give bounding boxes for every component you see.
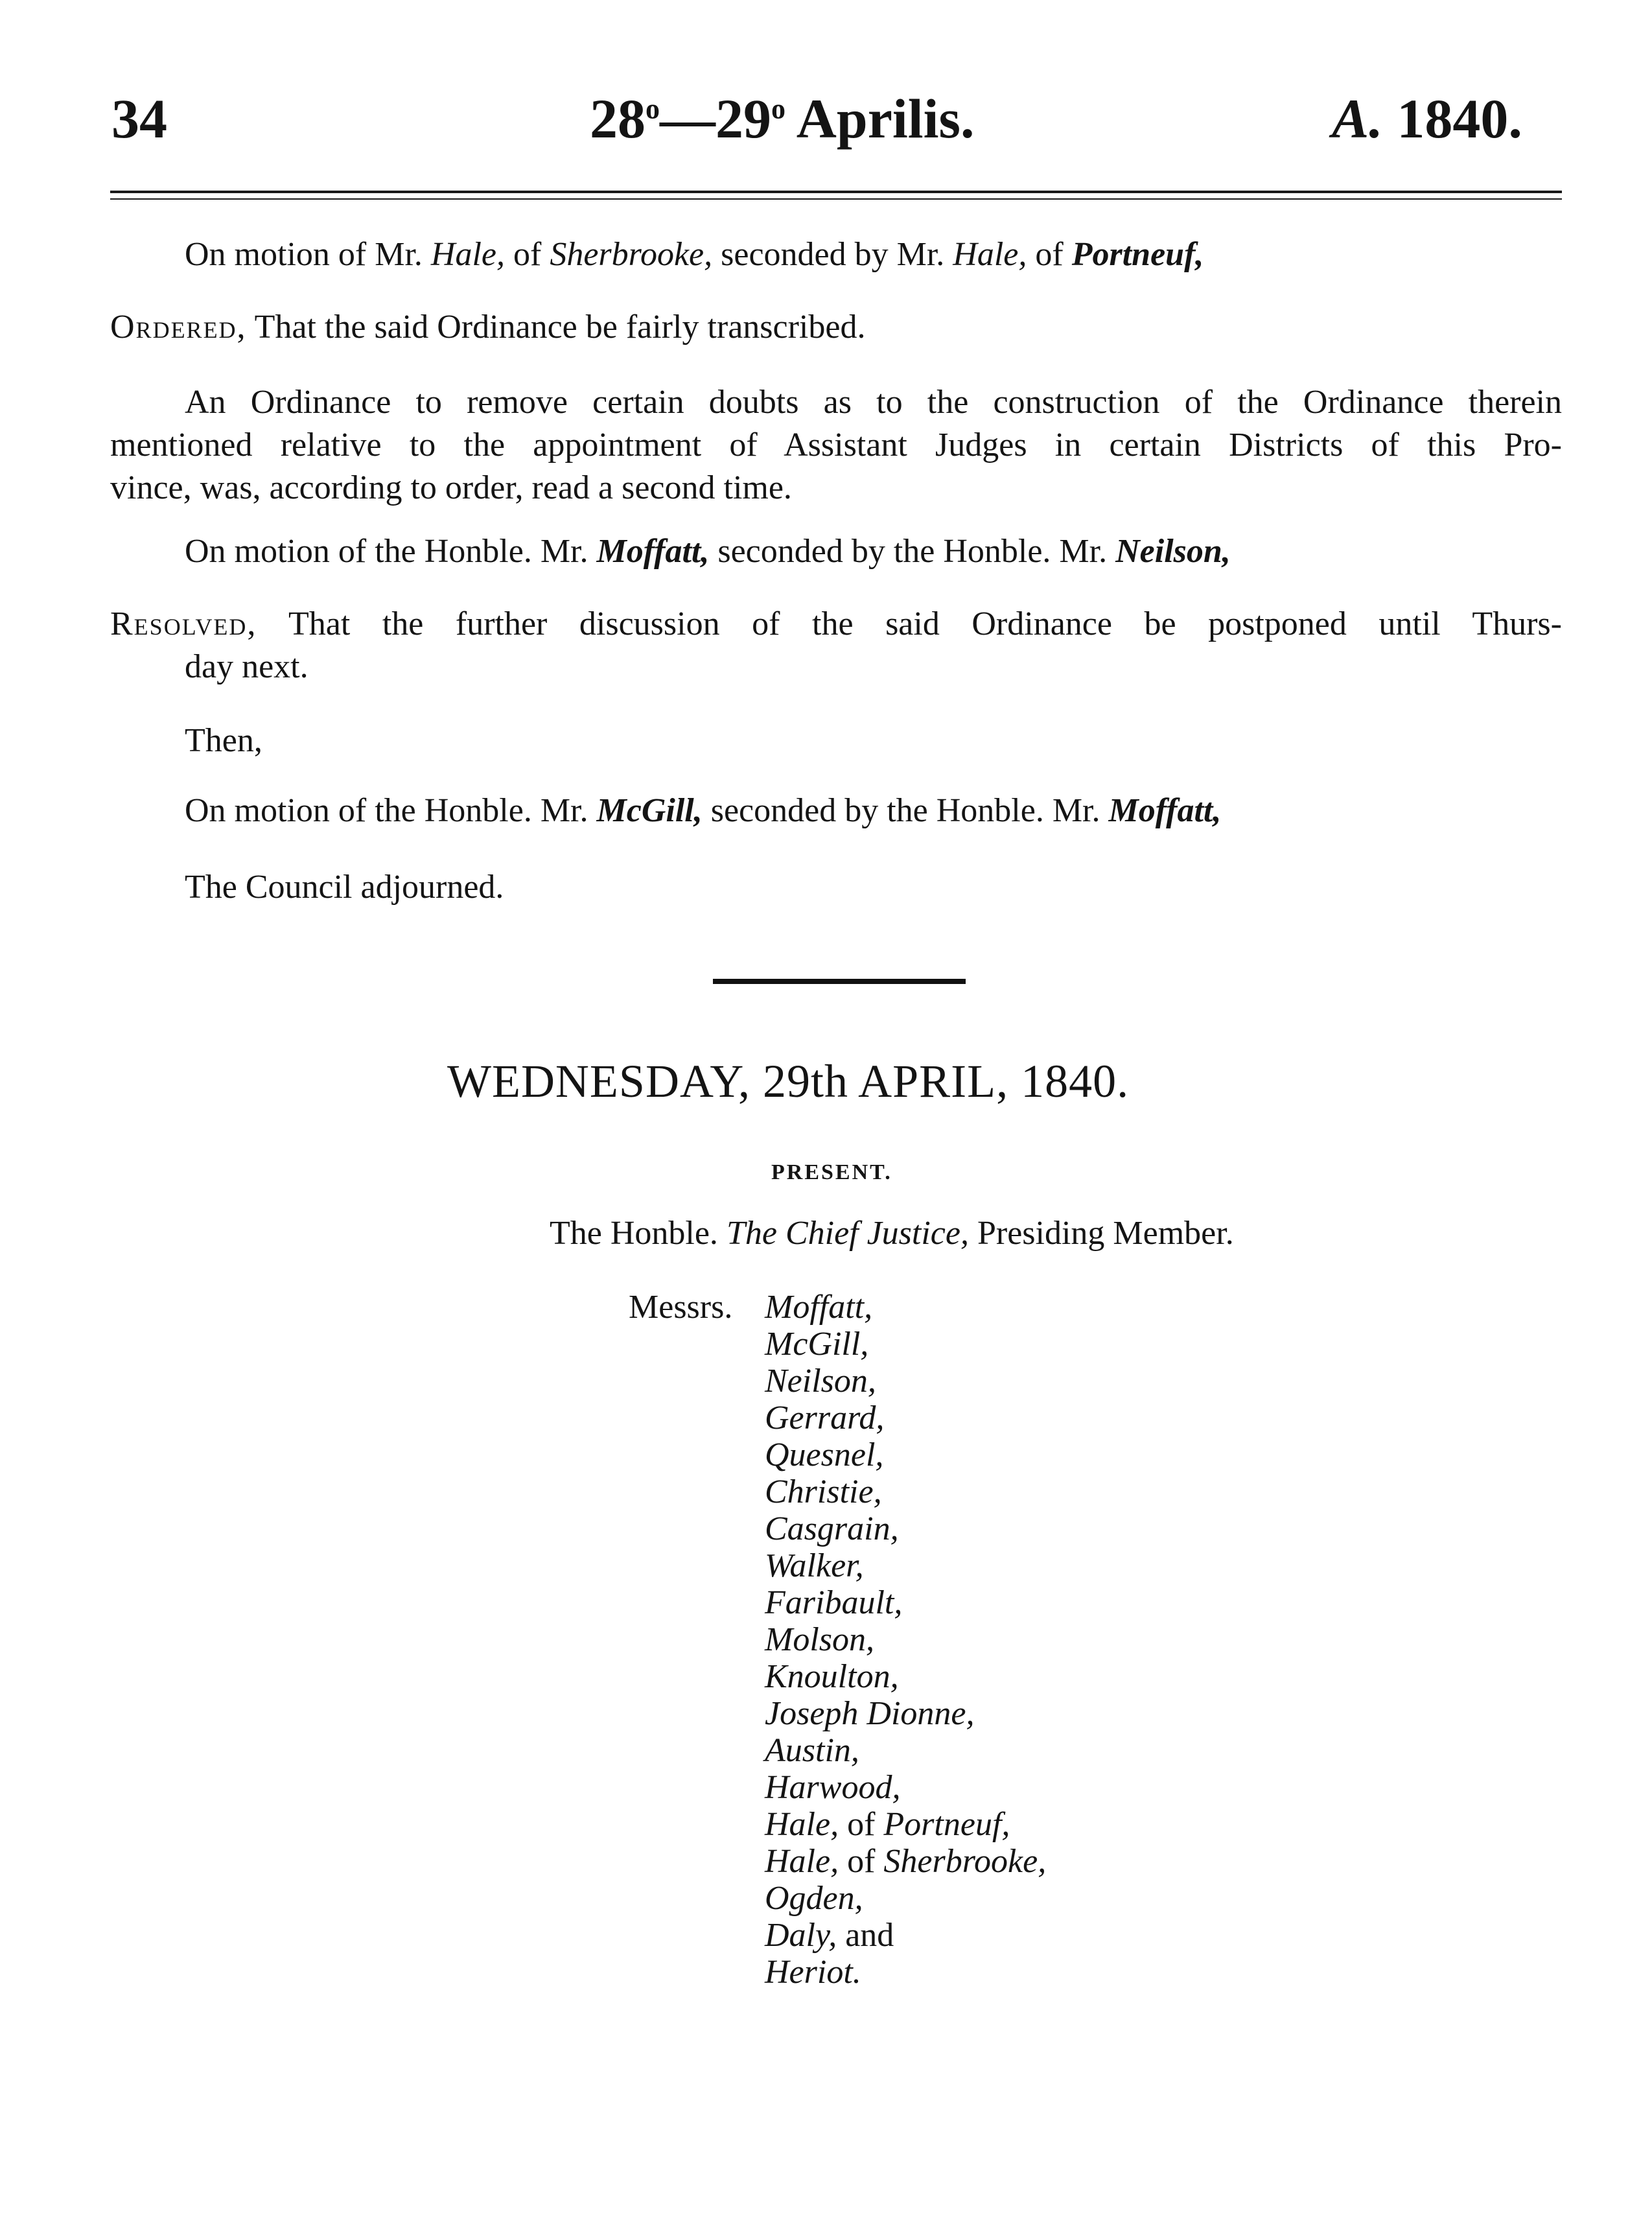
then-line: Then, — [185, 722, 262, 759]
year: 1840. — [1397, 88, 1522, 150]
member-name: Molson, — [765, 1621, 874, 1658]
resolved-text: day next. — [185, 648, 308, 685]
member-name: Neilson, — [765, 1363, 876, 1400]
running-title-month: Aprilis. — [785, 88, 975, 150]
member-list-item — [765, 1954, 1046, 1991]
member-suffix: of — [839, 1843, 884, 1880]
running-title-ordinal-1: o — [646, 93, 660, 125]
member-name: Joseph Dionne, — [765, 1695, 975, 1732]
member-name: Casgrain, — [765, 1510, 899, 1547]
member-name: Christie, — [765, 1473, 882, 1510]
presiding-text: The Honble. — [550, 1215, 727, 1252]
member-name: Quesnel, — [765, 1436, 884, 1473]
member-name: Hale, — [765, 1843, 839, 1880]
member-list-item — [765, 1769, 1046, 1806]
presiding-name: The Chief Justice, — [726, 1215, 969, 1252]
member-place: Sherbrooke, — [883, 1843, 1047, 1880]
date-heading: WEDNESDAY, 29th APRIL, 1840. — [447, 1055, 1130, 1107]
motion-paragraph-3 — [185, 790, 1221, 832]
member-list-item — [765, 1547, 1046, 1584]
member-name: McGill, — [765, 1326, 869, 1363]
place-name: Sherbrooke, — [550, 236, 713, 273]
presiding-text: Presiding Member. — [968, 1215, 1234, 1252]
member-list-item — [765, 1621, 1046, 1658]
member-list-item — [765, 1917, 1046, 1954]
member-name: Faribault, — [765, 1584, 903, 1621]
member-suffix: and — [837, 1917, 894, 1954]
member-name: Ogden, — [765, 1880, 863, 1917]
resolved-paragraph — [110, 603, 1562, 688]
motion-text: On motion of the Honble. Mr. — [185, 792, 597, 829]
messrs-label: Messrs. — [629, 1289, 733, 1326]
anno-mark: A. — [1332, 88, 1383, 150]
member-suffix: of — [839, 1806, 884, 1843]
motion-text: seconded by Mr. — [712, 236, 953, 273]
member-name: Moffatt, — [596, 533, 710, 570]
member-name: McGill, — [596, 792, 703, 829]
member-name: Heriot. — [765, 1954, 861, 1991]
member-name: Knoulton, — [765, 1658, 899, 1695]
member-list-item — [765, 1436, 1046, 1473]
running-title — [590, 88, 975, 150]
motion-text: of — [505, 236, 550, 273]
running-title-ordinal-2: o — [771, 93, 785, 125]
member-name: Walker, — [765, 1547, 864, 1584]
ordinance-line: An Ordinance to remove certain doubts as to the construction of the Ordinance therein — [185, 384, 1562, 421]
ordered-paragraph — [110, 306, 865, 349]
resolved-label: Resolved, — [110, 605, 257, 642]
member-list-item — [765, 1326, 1046, 1363]
resolved-line — [110, 603, 1562, 646]
member-list-item — [765, 1658, 1046, 1695]
running-title-end-date: 29 — [715, 88, 771, 150]
member-list-item — [765, 1880, 1046, 1917]
motion-text: On motion of Mr. — [185, 236, 431, 273]
resolved-text: That the further discussion of the said Ordinance be postponed until Thurs- — [257, 605, 1562, 642]
member-place: Portneuf, — [883, 1806, 1010, 1843]
member-name: Hale, — [765, 1806, 839, 1843]
place-name: Portneuf, — [1071, 236, 1204, 273]
member-list-item — [765, 1363, 1046, 1400]
motion-text: On motion of the Honble. Mr. — [185, 533, 597, 570]
present-label: PRESENT. — [771, 1160, 892, 1184]
motion-text: seconded by the Honble. Mr. — [702, 792, 1109, 829]
member-list-item — [765, 1510, 1046, 1547]
ordinance-line: mentioned relative to the appointment of Assistant Judges in certain Districts of this Pro- — [110, 427, 1562, 463]
member-name: Harwood, — [765, 1769, 901, 1806]
motion-paragraph-2 — [185, 530, 1231, 573]
member-name: Hale, — [953, 236, 1027, 273]
ordered-label: Ordered, — [110, 309, 247, 346]
member-list-item — [765, 1843, 1046, 1880]
ordinance-line: vince, was, according to order, read a second time. — [110, 469, 792, 506]
running-year — [1332, 88, 1522, 150]
member-name: Austin, — [765, 1732, 859, 1769]
members-list — [765, 1289, 1046, 1991]
section-separator — [713, 979, 966, 984]
member-list-item — [765, 1732, 1046, 1769]
member-list-item — [765, 1584, 1046, 1621]
running-title-start-date: 28 — [590, 88, 646, 150]
member-list-item — [765, 1400, 1046, 1436]
member-list-item — [765, 1473, 1046, 1510]
page-number: 34 — [111, 88, 167, 150]
ordered-text: That the said Ordinance be fairly transcribed. — [246, 309, 866, 346]
motion-text: of — [1027, 236, 1072, 273]
header-rule-bottom — [110, 198, 1562, 200]
member-name: Moffatt, — [765, 1289, 873, 1326]
motion-paragraph-1 — [185, 233, 1204, 276]
header-rule-top — [110, 191, 1562, 193]
member-name: Moffatt, — [1108, 792, 1222, 829]
member-list-item — [765, 1806, 1046, 1843]
running-title-dash: — — [660, 88, 715, 150]
member-list-item — [765, 1289, 1046, 1326]
motion-text: seconded by the Honble. Mr. — [709, 533, 1116, 570]
ordinance-paragraph — [110, 381, 1562, 509]
adjourned-line: The Council adjourned. — [185, 869, 504, 906]
member-name: Gerrard, — [765, 1400, 885, 1436]
presiding-line — [550, 1212, 1234, 1255]
member-list-item — [765, 1695, 1046, 1732]
member-name: Daly, — [765, 1917, 837, 1954]
member-name: Hale, — [430, 236, 505, 273]
member-name: Neilson, — [1115, 533, 1231, 570]
